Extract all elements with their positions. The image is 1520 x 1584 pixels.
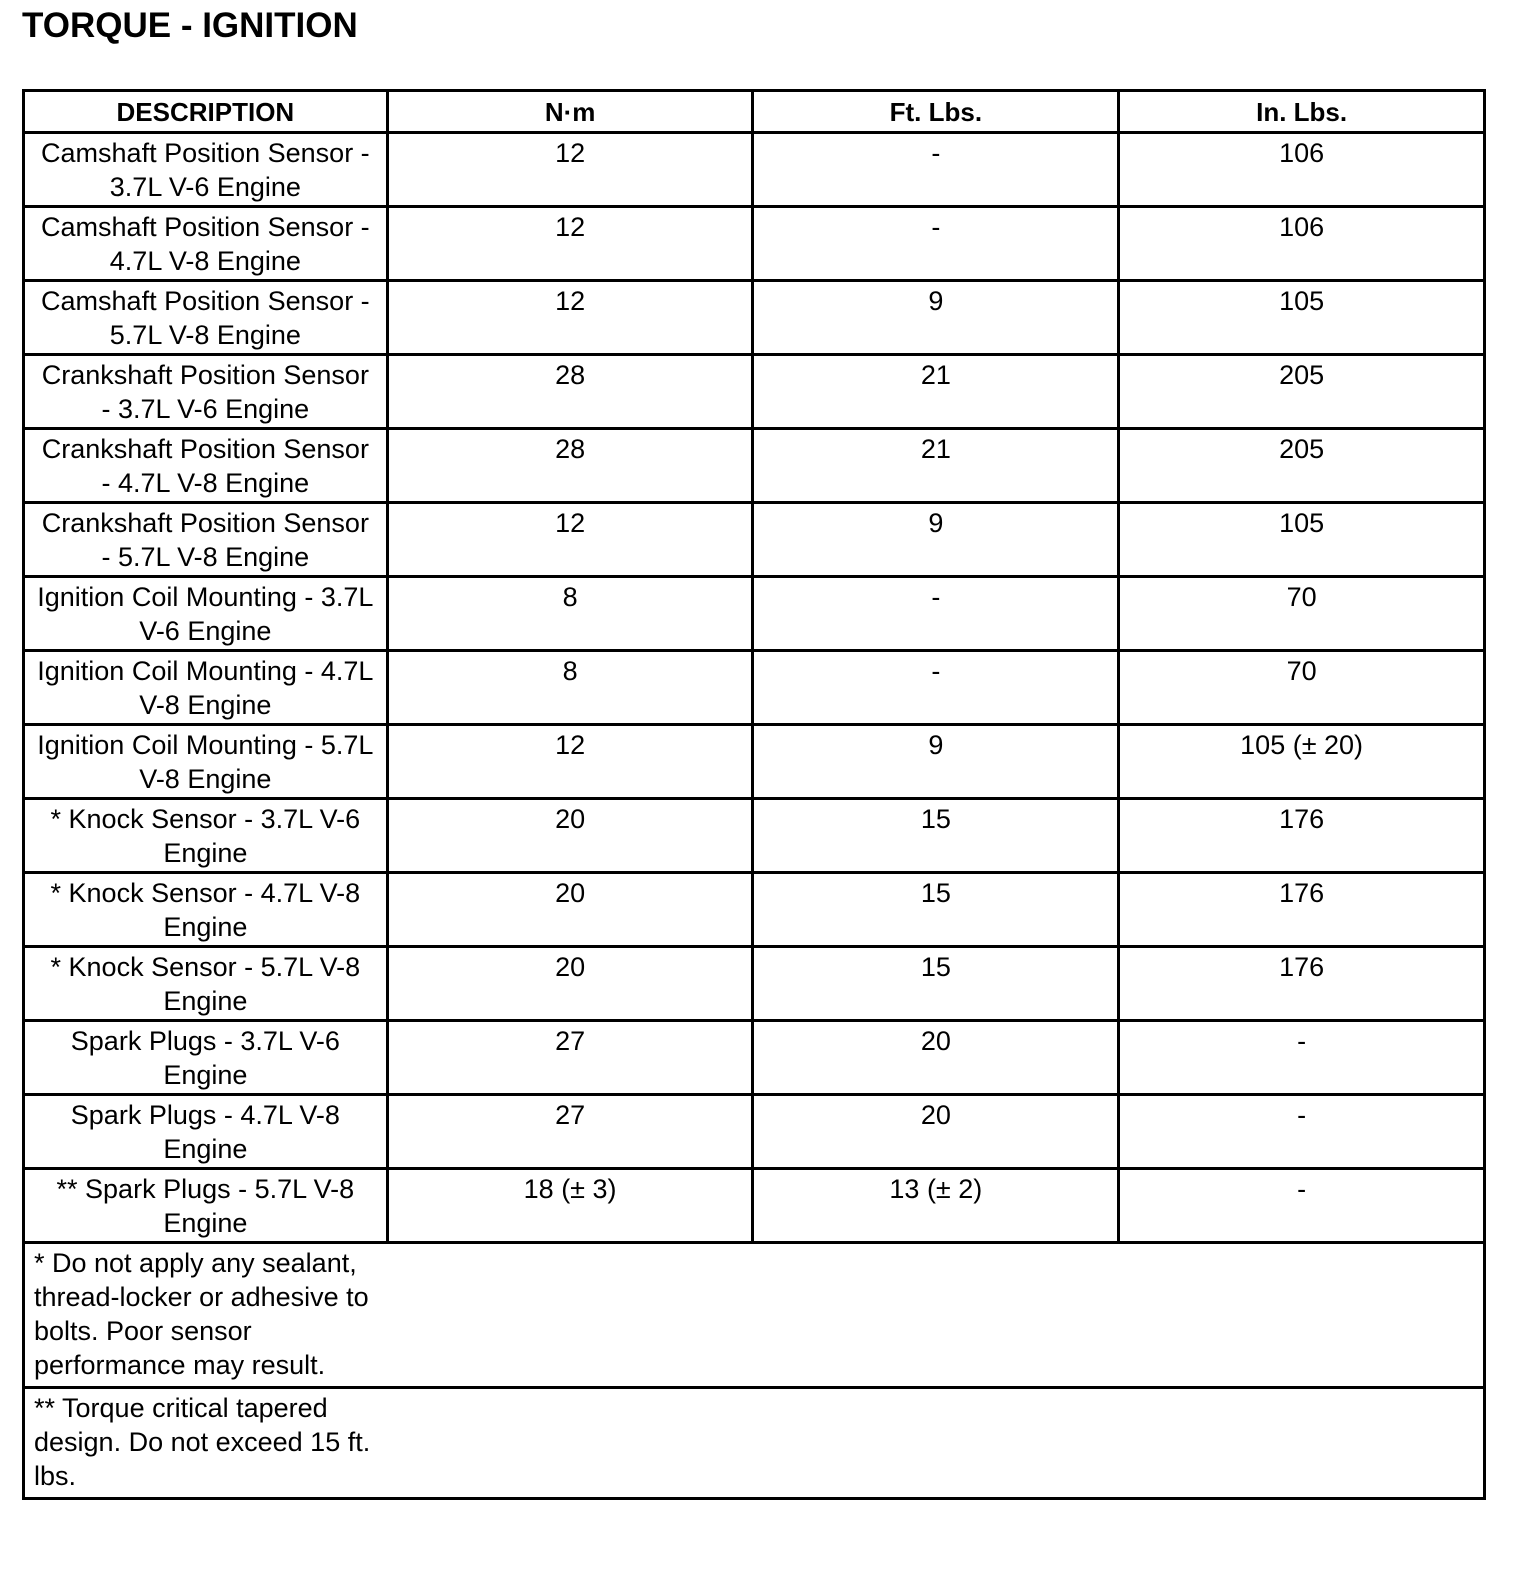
cell-nm: 28 [387, 355, 753, 429]
table-row [24, 429, 1485, 503]
table-row [24, 1095, 1485, 1169]
cell-nm: 27 [387, 1021, 753, 1095]
table-row [24, 651, 1485, 725]
table-row [24, 207, 1485, 281]
cell-description: Camshaft Position Sensor - 3.7L V-6 Engine [24, 133, 388, 207]
cell-ft-lbs: 20 [753, 1095, 1119, 1169]
cell-nm: 8 [387, 651, 753, 725]
cell-in-lbs: - [1119, 1095, 1485, 1169]
cell-nm: 12 [387, 207, 753, 281]
cell-description: Spark Plugs - 3.7L V-6 Engine [24, 1021, 388, 1095]
cell-ft-lbs: 21 [753, 429, 1119, 503]
cell-description: ** Spark Plugs - 5.7L V-8 Engine [24, 1169, 388, 1243]
torque-table [22, 89, 1486, 1500]
footnote-text: * Do not apply any sealant, thread-locker or adhesive to bolts. Poor sensor performance may result. [34, 1248, 369, 1380]
cell-ft-lbs: - [753, 133, 1119, 207]
table-row [24, 355, 1485, 429]
cell-ft-lbs: 21 [753, 355, 1119, 429]
header-description: DESCRIPTION [24, 91, 388, 133]
cell-nm: 20 [387, 947, 753, 1021]
table-row [24, 577, 1485, 651]
cell-description: Crankshaft Position Sensor - 4.7L V-8 Engine [24, 429, 388, 503]
cell-ft-lbs: 20 [753, 1021, 1119, 1095]
cell-in-lbs: 205 [1119, 429, 1485, 503]
cell-nm: 12 [387, 725, 753, 799]
cell-in-lbs: 106 [1119, 207, 1485, 281]
cell-description: Ignition Coil Mounting - 5.7L V-8 Engine [24, 725, 388, 799]
table-row [24, 1169, 1485, 1243]
cell-description: Ignition Coil Mounting - 4.7L V-8 Engine [24, 651, 388, 725]
cell-nm: 20 [387, 873, 753, 947]
table-row [24, 947, 1485, 1021]
cell-in-lbs: 176 [1119, 873, 1485, 947]
cell-ft-lbs: 15 [753, 947, 1119, 1021]
table-row [24, 133, 1485, 207]
cell-description: Spark Plugs - 4.7L V-8 Engine [24, 1095, 388, 1169]
cell-ft-lbs: 9 [753, 725, 1119, 799]
cell-ft-lbs: 9 [753, 281, 1119, 355]
cell-in-lbs: 70 [1119, 651, 1485, 725]
cell-ft-lbs: - [753, 577, 1119, 651]
table-row [24, 1021, 1485, 1095]
footnote-row [24, 1243, 1485, 1388]
cell-nm: 28 [387, 429, 753, 503]
table-row [24, 873, 1485, 947]
cell-ft-lbs: 13 (± 2) [753, 1169, 1119, 1243]
footnote-text: ** Torque critical tapered design. Do not exceed 15 ft. lbs. [34, 1393, 371, 1491]
cell-ft-lbs: - [753, 207, 1119, 281]
header-nm: N·m [387, 91, 753, 133]
cell-ft-lbs: 9 [753, 503, 1119, 577]
table-row [24, 503, 1485, 577]
table-header-row [24, 91, 1485, 133]
table-row [24, 725, 1485, 799]
footnote-row [24, 1388, 1485, 1499]
cell-description: * Knock Sensor - 5.7L V-8 Engine [24, 947, 388, 1021]
cell-in-lbs: 176 [1119, 799, 1485, 873]
header-in-lbs: In. Lbs. [1119, 91, 1485, 133]
cell-in-lbs: - [1119, 1021, 1485, 1095]
page-title: TORQUE - IGNITION [22, 6, 358, 45]
cell-in-lbs: 205 [1119, 355, 1485, 429]
cell-nm: 12 [387, 281, 753, 355]
cell-ft-lbs: 15 [753, 799, 1119, 873]
cell-in-lbs: 105 [1119, 503, 1485, 577]
cell-in-lbs: 176 [1119, 947, 1485, 1021]
cell-in-lbs: - [1119, 1169, 1485, 1243]
cell-description: * Knock Sensor - 4.7L V-8 Engine [24, 873, 388, 947]
cell-in-lbs: 70 [1119, 577, 1485, 651]
cell-description: * Knock Sensor - 3.7L V-6 Engine [24, 799, 388, 873]
cell-nm: 12 [387, 133, 753, 207]
cell-description: Ignition Coil Mounting - 3.7L V-6 Engine [24, 577, 388, 651]
cell-ft-lbs: 15 [753, 873, 1119, 947]
cell-nm: 20 [387, 799, 753, 873]
footnote-cell [24, 1388, 1485, 1499]
table-row [24, 799, 1485, 873]
cell-nm: 18 (± 3) [387, 1169, 753, 1243]
cell-nm: 12 [387, 503, 753, 577]
cell-ft-lbs: - [753, 651, 1119, 725]
header-ft-lbs: Ft. Lbs. [753, 91, 1119, 133]
cell-in-lbs: 106 [1119, 133, 1485, 207]
cell-in-lbs: 105 (± 20) [1119, 725, 1485, 799]
cell-description: Camshaft Position Sensor - 4.7L V-8 Engine [24, 207, 388, 281]
cell-description: Crankshaft Position Sensor - 5.7L V-8 Engine [24, 503, 388, 577]
cell-description: Camshaft Position Sensor - 5.7L V-8 Engine [24, 281, 388, 355]
cell-nm: 27 [387, 1095, 753, 1169]
cell-description: Crankshaft Position Sensor - 3.7L V-6 Engine [24, 355, 388, 429]
cell-in-lbs: 105 [1119, 281, 1485, 355]
cell-nm: 8 [387, 577, 753, 651]
table-row [24, 281, 1485, 355]
footnote-cell [24, 1243, 1485, 1388]
